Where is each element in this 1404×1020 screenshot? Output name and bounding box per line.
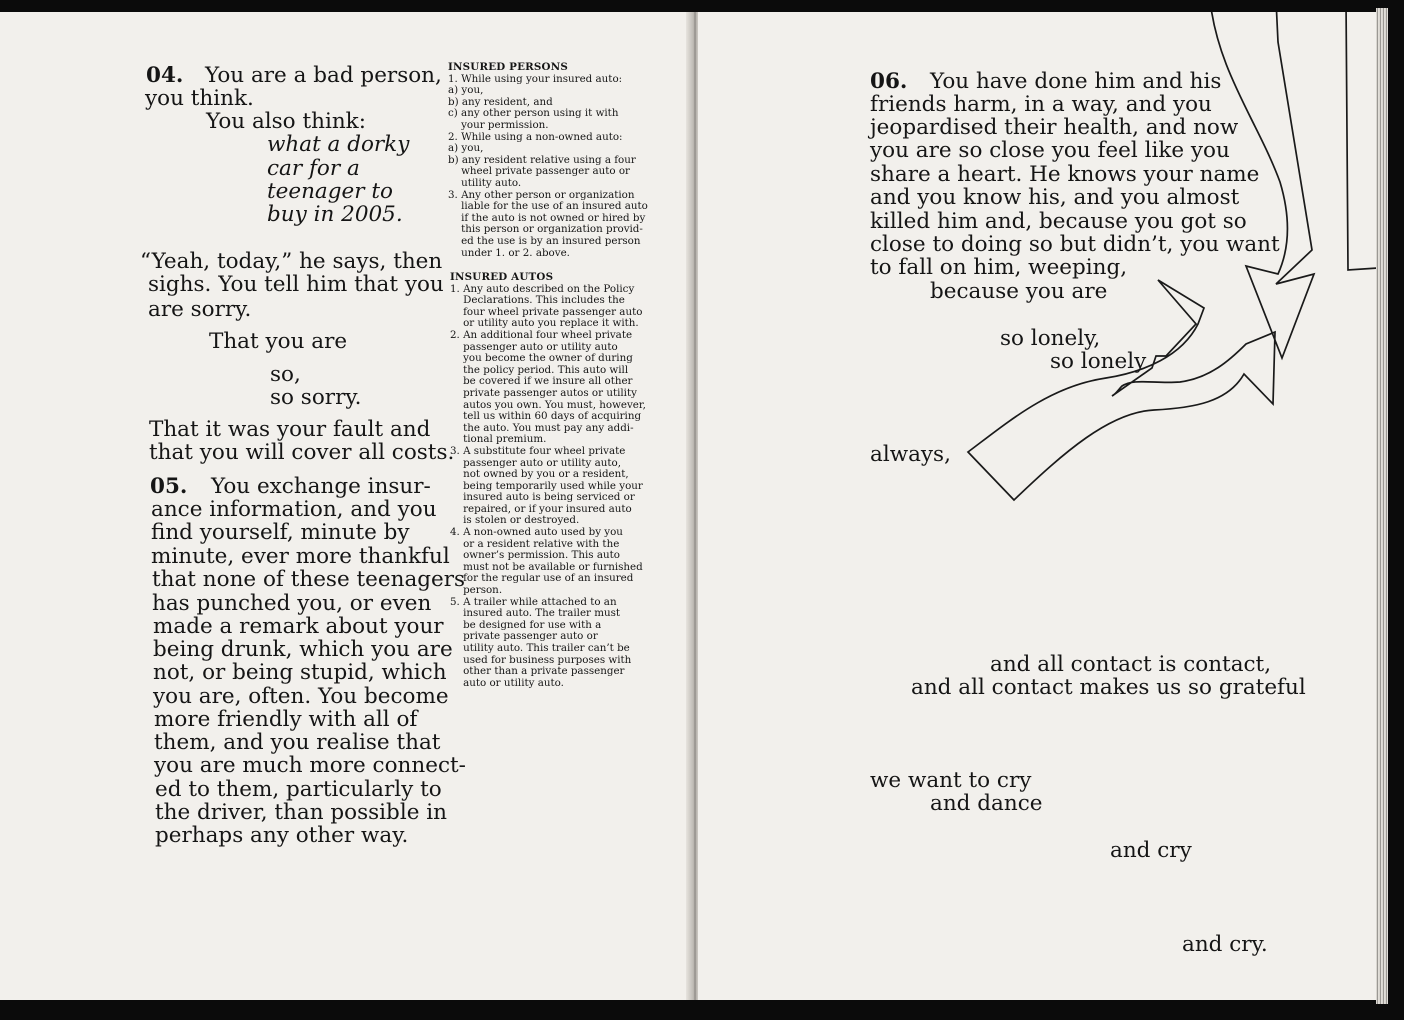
fine-print-line: repaired, or if your insured auto — [450, 502, 632, 515]
cry-line: and cry — [1110, 838, 1192, 863]
section-06-number: 06. — [870, 69, 908, 94]
left-page — [0, 12, 694, 1000]
fine-print-line: or a resident relative with the — [450, 537, 620, 550]
fine-print-line: a) you, — [448, 142, 484, 155]
italic-thought-line: car for a — [267, 156, 360, 181]
fine-print-line: 2. While using a non-owned auto: — [448, 130, 623, 143]
quote-line: “Yeah, today,” he says, then — [140, 249, 443, 274]
fine-print-line: private passenger autos or utility — [450, 386, 637, 399]
section-05-line: not, or being stupid, which — [153, 660, 447, 685]
fine-print-line: person. — [450, 584, 503, 597]
fine-print-line: private passenger auto or — [450, 630, 598, 643]
section-06-line: friends harm, in a way, and you — [870, 92, 1212, 117]
fine-print-line: auto or utility auto. — [450, 676, 564, 689]
italic-thought-line: teenager to — [267, 179, 393, 204]
because-you-are-line: because you are — [930, 279, 1108, 304]
page-edges — [1376, 8, 1388, 1004]
section-05-number: 05. — [150, 474, 188, 499]
fine-print-line: 1. While using your insured auto: — [448, 72, 623, 85]
dance-line: and dance — [930, 791, 1043, 816]
section-06-line: share a heart. He knows your name — [870, 162, 1260, 187]
always-line: always, — [870, 442, 951, 467]
section-05-line: being drunk, which you are — [153, 637, 453, 662]
quote-line: sighs. You tell him that you — [148, 272, 444, 297]
section-05-line: you are, often. You become — [153, 684, 449, 709]
fine-print-line: ed the use is by an insured person — [448, 234, 641, 247]
section-05-line: ed to them, particularly to — [155, 777, 442, 802]
italic-thought-line: what a dorky — [267, 132, 410, 157]
cry-line: we want to cry — [870, 768, 1032, 793]
quote-line: are sorry. — [148, 297, 252, 322]
so-sorry-line: so sorry. — [270, 385, 362, 410]
fine-print-line: tell us within 60 days of acquiring — [450, 410, 642, 423]
fine-print-line: 4. A non-owned auto used by you — [450, 526, 623, 539]
fine-print-line: c) any other person using it with — [448, 107, 619, 120]
so-lonely-line: so lonely — [1050, 349, 1147, 374]
fine-print-line: wheel private passenger auto or — [448, 165, 630, 178]
fine-print-line: utility auto. — [448, 176, 522, 189]
section-04-number: 04. — [146, 63, 184, 88]
fine-print-line: or utility auto you replace it with. — [450, 317, 639, 330]
fine-print-line: b) any resident relative using a four — [448, 153, 636, 166]
fine-print-line: liable for the use of an insured auto — [448, 200, 648, 213]
fault-line: That it was your fault and — [149, 417, 431, 442]
section-04-line: you think. — [145, 86, 254, 111]
fine-print-line: utility auto. This trailer can’t be — [450, 642, 630, 654]
fine-print-line: b) any resident, and — [448, 95, 553, 108]
fine-print-line: owner’s permission. This auto — [450, 549, 620, 562]
fine-print-line: being temporarily used while your — [450, 479, 643, 492]
fine-print-line: other than a private passenger — [450, 665, 625, 678]
that-you-are-line: That you are — [209, 329, 348, 354]
section-06-line: and you know his, and you almost — [870, 185, 1240, 210]
fine-print-line: Declarations. This includes the — [450, 294, 625, 307]
fine-print-line: if the auto is not owned or hired by — [448, 211, 646, 224]
section-05-line: more friendly with all of — [154, 707, 418, 732]
fine-print-line: under 1. or 2. above. — [448, 246, 570, 259]
section-05-line: perhaps any other way. — [155, 823, 409, 848]
fine-print-line: you become the owner of during — [450, 352, 633, 365]
section-06-line: close to doing so but didn’t, you want — [870, 232, 1280, 257]
fault-line: that you will cover all costs. — [149, 440, 455, 465]
section-05-line: made a remark about your — [153, 614, 444, 639]
section-06-line: jeopardised their health, and now — [870, 115, 1239, 140]
section-05-line: that none of these teenagers — [152, 567, 466, 592]
right-page — [698, 12, 1378, 1000]
fine-print-line: 5. A trailer while attached to an — [450, 595, 617, 608]
section-05-line: ance information, and you — [151, 497, 437, 522]
section-05-line: You exchange insur- — [211, 474, 431, 499]
fine-print-line: 1. Any auto described on the Policy — [450, 282, 635, 295]
fine-print-line: 3. A substitute four wheel private — [450, 444, 626, 457]
fine-print-line: passenger auto or utility auto — [450, 340, 618, 353]
so-line: so, — [270, 362, 301, 387]
fine-print-line: be designed for use with a — [450, 618, 602, 631]
italic-thought-line: buy in 2005. — [267, 202, 403, 227]
fine-print-line: the auto. You must pay any addi- — [450, 421, 634, 434]
fine-print-line: four wheel private passenger auto — [450, 305, 643, 318]
fine-print-line: insured auto is being serviced or — [450, 491, 635, 504]
section-05-line: them, and you realise that — [154, 730, 441, 755]
fine-print-line: 3. Any other person or organization — [448, 188, 635, 201]
section-05-line: you are much more connect- — [154, 753, 466, 778]
fine-print-line: autos you own. You must, however, — [450, 398, 646, 411]
insured-autos-block — [450, 272, 646, 689]
fine-print-line: is stolen or destroyed. — [450, 514, 580, 527]
section-05-line: has punched you, or even — [152, 591, 432, 616]
insured-persons-heading: INSURED PERSONS — [448, 61, 568, 73]
insured-autos-heading: INSURED AUTOS — [450, 271, 554, 283]
so-lonely-line: so lonely, — [1000, 326, 1101, 351]
insured-persons-block — [448, 62, 648, 259]
fine-print-line: for the regular use of an insured — [450, 572, 634, 585]
cry-line: and cry. — [1182, 932, 1268, 957]
fine-print-line: the policy period. This auto will — [450, 363, 629, 376]
fine-print-line: must not be available or furnished — [450, 560, 643, 573]
fine-print-line: be covered if we insure all other — [450, 375, 633, 388]
fine-print-line: passenger auto or utility auto, — [450, 456, 622, 469]
section-06-line: killed him and, because you got so — [870, 209, 1247, 234]
fine-print-line: a) you, — [448, 84, 484, 97]
fine-print-line: tional premium. — [450, 433, 547, 446]
fine-print-line: 2. An additional four wheel private — [450, 328, 633, 341]
section-04-line: You are a bad person, — [205, 63, 442, 88]
fine-print-line: insured auto. The trailer must — [450, 607, 621, 620]
fine-print-line: not owned by you or a resident, — [450, 468, 629, 481]
section-06-line: to fall on him, weeping, — [870, 255, 1128, 280]
contact-line: and all contact makes us so grateful — [911, 675, 1306, 700]
section-05-line: find yourself, minute by — [151, 520, 410, 545]
fine-print-line: your permission. — [448, 118, 549, 131]
fine-print-line: this person or organization provid- — [448, 223, 643, 236]
section-06-line: You have done him and his — [930, 69, 1222, 94]
section-05-line: the driver, than possible in — [155, 800, 447, 825]
section-05-line: minute, ever more thankful — [151, 544, 450, 569]
section-06-line: you are so close you feel like you — [870, 138, 1230, 163]
fine-print-line: used for business purposes with — [450, 653, 632, 666]
contact-line: and all contact is contact, — [990, 652, 1272, 677]
also-think-line: You also think: — [206, 109, 366, 134]
